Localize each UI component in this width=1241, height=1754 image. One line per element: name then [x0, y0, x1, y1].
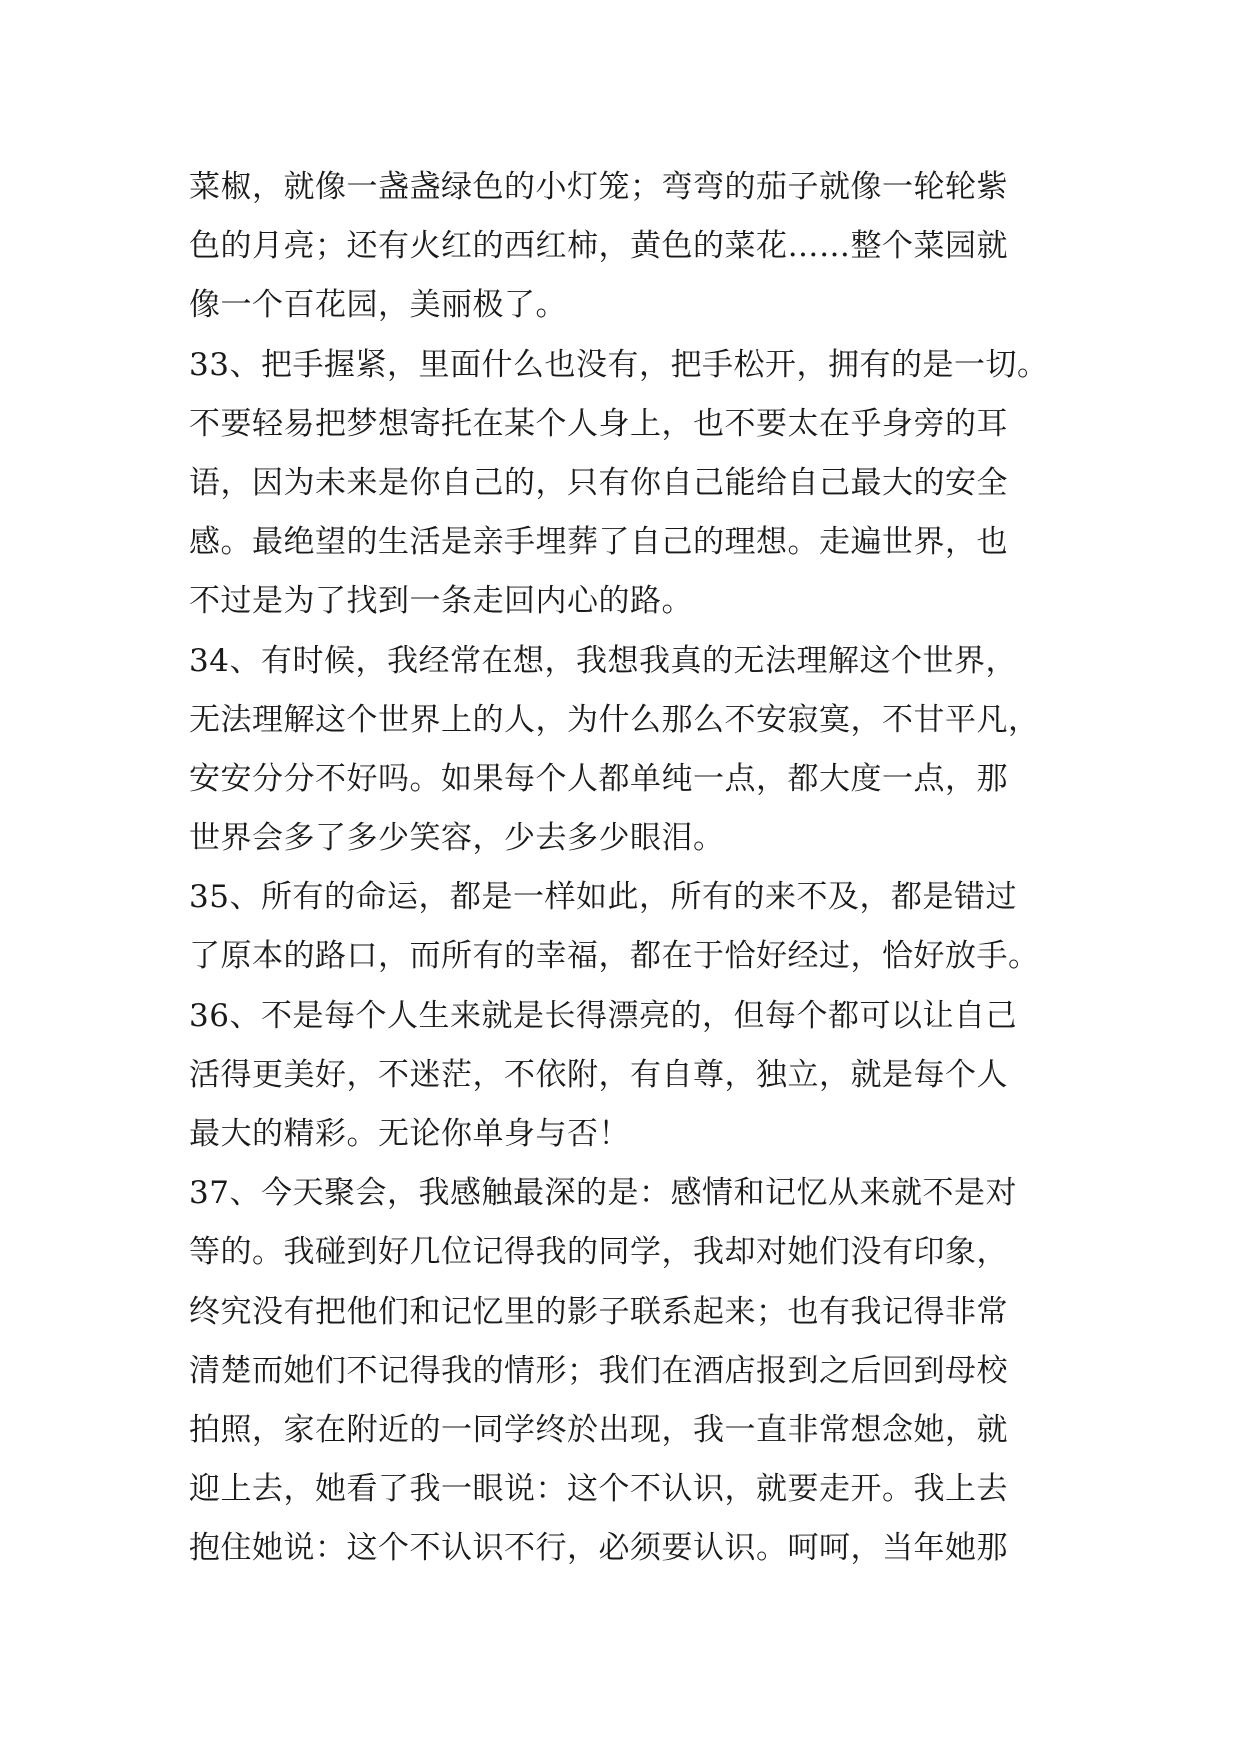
text-line: 不过是为了找到一条走回内心的路。 [189, 583, 693, 620]
text-line: 35、所有的命运，都是一样如此，所有的来不及，都是错过 [189, 879, 1017, 916]
text-line: 37、今天聚会，我感触最深的是：感情和记忆从来就不是对 [189, 1175, 1017, 1212]
text-line: 色的月亮；还有火红的西红柿，黄色的菜花……整个菜园就 [189, 228, 1008, 265]
text-line: 最大的精彩。无论你单身与否！ [189, 1116, 630, 1152]
text-line: 36、不是每个人生来就是长得漂亮的，但每个都可以让自己 [189, 997, 1017, 1034]
body-text [189, 158, 1069, 1579]
text-line: 语，因为未来是你自己的，只有你自己能给自己最大的安全 [189, 464, 1008, 501]
text-line: 拍照，家在附近的一同学终於出现，我一直非常想念她，就 [189, 1411, 1008, 1448]
text-line: 不要轻易把梦想寄托在某个人身上，也不要太在乎身旁的耳 [189, 405, 1008, 442]
text-line: 像一个百花园，美丽极了。 [189, 287, 567, 324]
text-line: 33、把手握紧，里面什么也没有，把手松开，拥有的是一切。 [189, 346, 1049, 383]
text-line: 等的。我碰到好几位记得我的同学，我却对她们没有印象， [189, 1234, 1008, 1271]
text-line: 了原本的路口，而所有的幸福，都在于恰好经过，恰好放手。 [189, 938, 1040, 975]
text-line: 世界会多了多少笑容，少去多少眼泪。 [189, 820, 725, 857]
text-line: 感。最绝望的生活是亲手埋葬了自己的理想。走遍世界，也 [189, 524, 1008, 561]
text-line: 菜椒，就像一盏盏绿色的小灯笼；弯弯的茄子就像一轮轮紫 [189, 169, 1008, 205]
text-line: 活得更美好，不迷茫，不依附，有自尊，独立，就是每个人 [189, 1056, 1008, 1093]
text-line: 清楚而她们不记得我的情形；我们在酒店报到之后回到母校 [189, 1352, 1008, 1389]
text-line: 34、有时候，我经常在想，我想我真的无法理解这个世界， [189, 642, 1017, 679]
text-line: 无法理解这个世界上的人，为什么那么不安寂寞，不甘平凡， [189, 701, 1040, 738]
text-line: 安安分分不好吗。如果每个人都单纯一点，都大度一点，那 [189, 760, 1008, 797]
text-line: 终究没有把他们和记忆里的影子联系起来；也有我记得非常 [189, 1293, 1008, 1330]
text-line: 迎上去，她看了我一眼说：这个不认识，就要走开。我上去 [189, 1471, 1008, 1508]
text-line: 抱住她说：这个不认识不行，必须要认识。呵呵，当年她那 [189, 1530, 1008, 1567]
